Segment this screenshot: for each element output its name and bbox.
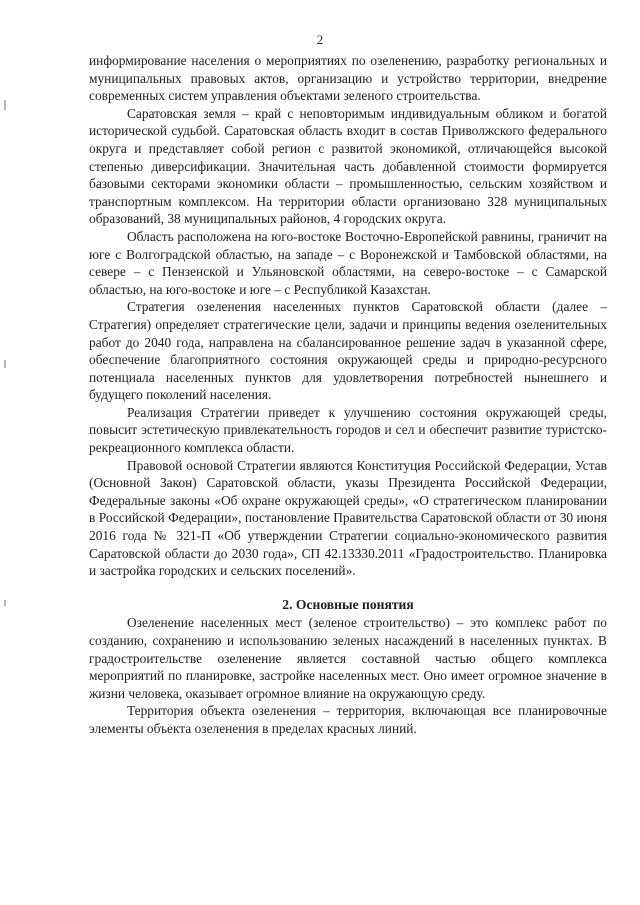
paragraph-continuation: информирование населения о мероприятиях по озеленению, разработку региональных и муниципальных правовых актов, организацию и устройство территории, внедрение современных систем управления объектами зеленого строительства.: [89, 53, 607, 104]
scan-edge-mark: [4, 600, 6, 606]
paragraph-legal-basis: Правовой основой Стратегии являются Конституция Российской Федерации, Устав (Основной Закон) Саратовской области, указы Президента Российской Федерации, Федеральные законы «Об охране окружающей среды», «О стратегическом планировании в Российской Федерации», постановление Правительства Саратовской области от 30 июня 2016 года № 321-П «Об утверждении Стратегии социально-экономического развития Саратовской области до 2030 года», СП 42.13330.2011 «Градостроительство. Планировка и застройка городских и сельских поселений».: [89, 457, 607, 579]
scan-edge-mark: [4, 100, 6, 110]
section-heading: 2. Основные понятия: [282, 596, 414, 612]
paragraph-definition-territory: Территория объекта озеленения – территория, включающая все планировочные элементы объекта озеленения в пределах красных линий.: [89, 703, 607, 736]
paragraph-saratov-land: Саратовская земля – край с неповторимым индивидуальным обликом и богатой исторической судьбой. Саратовская область входит в состав Приволжского федерального округа и представляет собой регион с развитой экономикой, отличающейся высокой степенью диверсификации. Значительная часть добавленной стоимости формируется базовыми секторами экономики области – промышленностью, сельским хозяйством и транспортным комплексом. На территории области организовано 328 муниципальных образований, 38 муниципальных районов, 4 городских округа.: [89, 105, 607, 227]
document-body: [89, 52, 607, 738]
page-number: 2: [316, 32, 324, 47]
paragraph-strategy: Стратегия озеленения населенных пунктов Саратовской области (далее – Стратегия) определяет стратегические цели, задачи и принципы ведения озеленительных работ до 2040 года, направлена на сбалансированное решение задач в указанной сфере, обеспечение благоприятного состояния окружающей среды и природно-ресурсного потенциала населенных пунктов для удовлетворения потребностей нынешнего и будущего поколений населения.: [89, 299, 607, 403]
scan-edge-mark: [4, 360, 6, 368]
paragraph-location: Область расположена на юго-востоке Восточно-Европейской равнины, граничит на юге с Волгоградской областью, на западе – с Воронежской и Тамбовской областями, на севере – с Пензенской и Ульяновской областями, на северо-востоке – с Самарской областью, на юго-востоке и юге – с Республикой Казахстан.: [89, 228, 607, 297]
paragraph-implementation: Реализация Стратегии приведет к улучшению состояния окружающей среды, повысит эстетическую привлекательность городов и сел и обеспечит развитие туристско-рекреационного комплекса области.: [89, 404, 607, 456]
paragraph-definition-greening: Озеленение населенных мест (зеленое строительство) – это комплекс работ по созданию, сохранению и использованию зеленых насаждений в населенных пунктах. В градостроительстве озеленение является составной частью общего комплекса мероприятий по планировке, застройке населенных мест. Оно имеет огромное значение в жизни человека, оказывает огромное влияние на окружающую среду.: [89, 615, 607, 701]
